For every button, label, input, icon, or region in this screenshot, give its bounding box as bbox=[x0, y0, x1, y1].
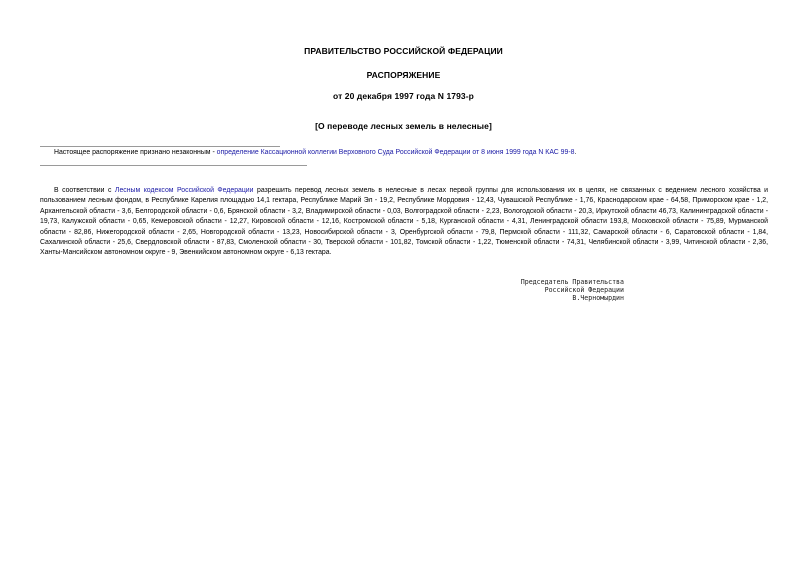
note-divider-top bbox=[40, 146, 280, 147]
document-type-heading: РАСПОРЯЖЕНИЕ bbox=[366, 70, 441, 80]
order-body bbox=[40, 186, 768, 259]
forest-code-link[interactable]: Лесным кодексом Российской Федерации bbox=[114, 187, 254, 194]
validity-note bbox=[54, 149, 774, 156]
body-text: разрешить перевод лесных земель в нелесные в лесах первой группы для использования их в целях, не связанных с ведением лесного хозяйства и пользованием лесным фондом, в Республике Карелия площадью 14,1 гектара, Республике Марий Эл - 19,2, Республике Мордовия - 12,43, Чувашской Республике - 1,76, Краснодарском крае - 64,58, Приморском крае - 1,2, Архангельской области - 3,6, Белгородской области - 0,6, Брянской области - 3,2, Владимирской области - 0,03, Волгоградской области - 2,23, Вологодской области - 20,3, Иркутской области 46,73, Калининградской области - 19,73, Калужской области - 0,65, Кемеровской области - 12,27, Кировской области - 12,16, Костромской области - 5,18, Курганской области - 4,31, Ленинградской области 193,8, Московской области - 75,89, Мурманской области - 82,86, Нижегородской области - 2,65, Новгородской области - 13,23, Новосибирской области - 3, Оренбургской области - 79,8, Пермской области - 111,32, Самарской области - 6, Саратовской области - 1,84, Сахалинской области - 25,6, Свердловской области - 87,83, Смоленской области - 30, Тверской области - 101,82, Томской области - 1,22, Тюменской области - 74,31, Челябинской области - 3,99, Читинской области - 2,36, Ханты-Мансийском автономном округе - 9, Эвенкийском автономном округе - 6,13 гектара. bbox=[40, 187, 768, 257]
court-ruling-link[interactable]: определение Кассационной коллегии Верховного Суда Российской Федерации от 8 июня 1999 года N КАС 99-8 bbox=[216, 149, 575, 156]
note-suffix: . bbox=[574, 149, 577, 156]
signatory-title: Председатель Правительства bbox=[520, 278, 624, 286]
signature-block bbox=[512, 278, 624, 303]
issuer-heading: ПРАВИТЕЛЬСТВО РОССИЙСКОЙ ФЕДЕРАЦИИ bbox=[304, 46, 503, 56]
subject-heading: [О переводе лесных земель в нелесные] bbox=[315, 121, 492, 131]
date-number-heading: от 20 декабря 1997 года N 1793-р bbox=[333, 91, 474, 101]
signatory-name: В.Черномырдин bbox=[572, 294, 624, 303]
signatory-country: Российской Федерации bbox=[544, 286, 624, 295]
note-prefix: Настоящее распоряжение признано незаконным - bbox=[54, 149, 217, 156]
note-divider-bottom bbox=[40, 165, 307, 166]
body-prefix: В соответствии с bbox=[54, 187, 115, 194]
